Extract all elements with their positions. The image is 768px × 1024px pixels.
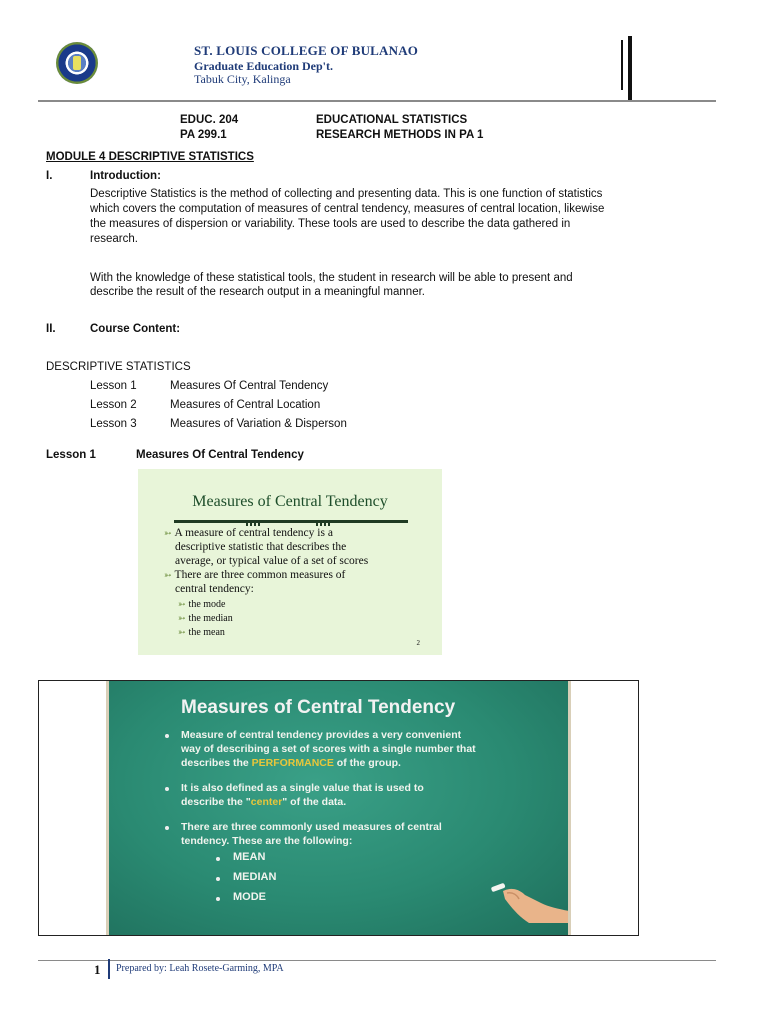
- course-title: EDUCATIONAL STATISTICS: [316, 114, 468, 126]
- bullet-icon: [165, 826, 169, 830]
- slide-title: Measures of Central Tendency: [192, 493, 388, 510]
- department-name: Graduate Education Dep't.: [194, 59, 334, 73]
- slide-list-item: MODE: [233, 891, 266, 903]
- intro-paragraph-line: the measures of dispersion or variability. These tools are used to describe the data gathered in: [90, 218, 571, 230]
- course-content-heading: Course Content:: [90, 323, 181, 335]
- lesson-heading-label: Lesson 1: [46, 449, 96, 461]
- slide-title: Measures of Central Tendency: [181, 697, 456, 718]
- footer-rule: [38, 960, 716, 961]
- slide-text-line: way of describing a set of scores with a single number that: [181, 743, 476, 755]
- intro-paragraph-line: Descriptive Statistics is the method of collecting and presenting data. This is one function of statistics: [90, 188, 603, 200]
- college-city: Tabuk City, Kalinga: [194, 72, 291, 86]
- slide-subitem: the mean: [188, 627, 225, 638]
- lesson-label: Lesson 2: [90, 399, 137, 411]
- header-divider-thin: [621, 40, 623, 90]
- slide-text-line: It is also defined as a single value that is used to: [181, 782, 424, 794]
- slide-text-line: Measure of central tendency provides a very convenient: [181, 729, 462, 741]
- slide-subitem: the mode: [188, 599, 226, 610]
- slide-text-line: tendency. These are the following:: [181, 835, 353, 847]
- lesson-title: Measures of Central Location: [170, 399, 321, 411]
- bullet-icon: [165, 787, 169, 791]
- bullet-icon: ➳: [178, 599, 186, 609]
- header-divider-thick: [628, 36, 632, 100]
- slide-rule: [174, 520, 408, 523]
- page-number: 1: [94, 962, 101, 977]
- chalkboard-slide-image: [106, 681, 571, 935]
- slide-text-line: descriptive statistic that describes the: [175, 541, 347, 553]
- slide-subitem: the median: [188, 613, 233, 624]
- prepared-by: Prepared by: Leah Rosete-Garming, MPA: [116, 963, 284, 974]
- intro-paragraph-line: research.: [90, 233, 138, 245]
- slide-image-central-tendency: [138, 469, 442, 655]
- bullet-icon: ➳: [164, 528, 172, 538]
- bullet-icon: [216, 877, 220, 881]
- topic-title: DESCRIPTIVE STATISTICS: [46, 361, 191, 373]
- course-code: PA 299.1: [180, 129, 227, 141]
- lesson-label: Lesson 3: [90, 418, 137, 430]
- bullet-icon: ➳: [178, 627, 186, 637]
- slide-text-line: average, or typical value of a set of scores: [175, 555, 369, 567]
- lesson-label: Lesson 1: [90, 380, 137, 392]
- intro-paragraph-line: describe the result of the research output in a meaningful manner.: [90, 286, 425, 298]
- intro-heading: Introduction:: [90, 170, 161, 182]
- course-title: RESEARCH METHODS IN PA 1: [316, 129, 484, 141]
- slide-page-number: 2: [416, 639, 420, 647]
- slide-list-item: MEAN: [233, 851, 266, 863]
- section-numeral: I.: [46, 170, 53, 182]
- header-rule: [38, 100, 716, 102]
- module-title: MODULE 4 DESCRIPTIVE STATISTICS: [46, 151, 254, 163]
- slide-list-item: MEDIAN: [233, 871, 277, 883]
- slide-text-line: There are three common measures of: [174, 569, 346, 581]
- lesson-title: Measures of Variation & Disperson: [170, 418, 347, 430]
- college-seal-logo: [56, 42, 98, 84]
- lesson-title: Measures Of Central Tendency: [170, 380, 329, 392]
- intro-paragraph-line: which covers the computation of measures of central tendency, measures of central location, likewise: [90, 203, 605, 215]
- slide-text-line: central tendency:: [175, 583, 254, 595]
- bullet-icon: [216, 857, 220, 861]
- slide-text-line-center: describe the "center" of the data.: [181, 796, 347, 808]
- bullet-icon: ➳: [164, 570, 172, 580]
- course-code: EDUC. 204: [180, 114, 239, 126]
- bullet-icon: [216, 897, 220, 901]
- footer-divider: [108, 959, 110, 979]
- lesson-heading-title: Measures Of Central Tendency: [136, 449, 304, 461]
- slide-text-line-performance: describes the PERFORMANCE of the group.: [181, 757, 401, 769]
- intro-paragraph-line: With the knowledge of these statistical tools, the student in research will be able to present and: [90, 272, 573, 284]
- bullet-icon: [165, 734, 169, 738]
- bullet-icon: ➳: [178, 613, 186, 623]
- college-name: ST. LOUIS COLLEGE OF BULANAO: [194, 43, 419, 58]
- hand-with-chalk-icon: [489, 877, 569, 923]
- section-numeral: II.: [46, 323, 56, 335]
- slide-text-line: A measure of central tendency is a: [174, 527, 333, 539]
- slide-text-line: There are three commonly used measures of central: [181, 821, 442, 833]
